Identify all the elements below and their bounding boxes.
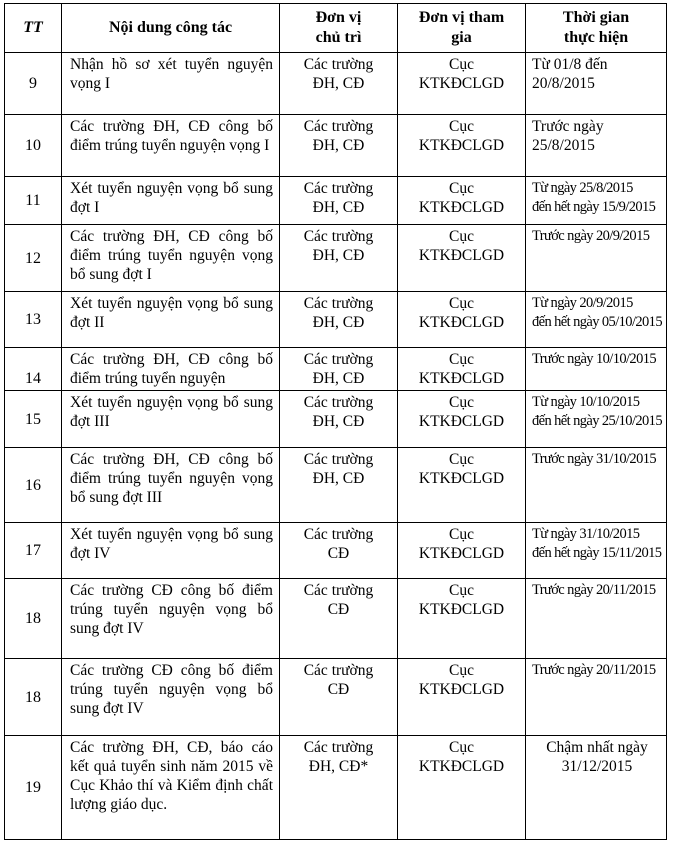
table-row bbox=[5, 579, 667, 659]
host-cell: Các trường ĐH, CĐ bbox=[280, 53, 398, 115]
host-cell: Các trường ĐH, CĐ bbox=[280, 177, 398, 225]
time-cell: Trước ngày 25/8/2015 bbox=[526, 115, 667, 177]
time-cell: Từ ngày 20/9/2015 đến hết ngày 05/10/2015 bbox=[526, 292, 667, 348]
task-cell: Xét tuyển nguyện vọng bổ sung đợt IV bbox=[62, 523, 280, 579]
task-cell: Xét tuyển nguyện vọng bổ sung đợt I bbox=[62, 177, 280, 225]
header-row bbox=[5, 4, 667, 53]
row-number: 13 bbox=[5, 292, 62, 348]
table-row bbox=[5, 659, 667, 736]
table-row bbox=[5, 225, 667, 292]
time-cell: Trước ngày 31/10/2015 bbox=[526, 448, 667, 523]
time-cell: Từ 01/8 đến 20/8/2015 bbox=[526, 53, 667, 115]
host-cell: Các trường CĐ bbox=[280, 579, 398, 659]
task-cell: Các trường CĐ công bố điểm trúng tuyển nguyện vọng bổ sung đợt IV bbox=[62, 579, 280, 659]
host-cell: Các trường ĐH, CĐ bbox=[280, 448, 398, 523]
table-row bbox=[5, 523, 667, 579]
host-cell: Các trường ĐH, CĐ* bbox=[280, 736, 398, 840]
participant-cell: Cục KTKĐCLGD bbox=[398, 659, 526, 736]
row-number: 18 bbox=[5, 579, 62, 659]
time-cell: Trước ngày 20/11/2015 bbox=[526, 579, 667, 659]
header-time: Thời gian thực hiện bbox=[526, 4, 667, 53]
time-cell: Trước ngày 20/11/2015 bbox=[526, 659, 667, 736]
participant-cell: Cục KTKĐCLGD bbox=[398, 348, 526, 391]
table-row bbox=[5, 391, 667, 448]
task-cell: Các trường CĐ công bố điểm trúng tuyển nguyện vọng bổ sung đợt IV bbox=[62, 659, 280, 736]
participant-cell: Cục KTKĐCLGD bbox=[398, 115, 526, 177]
time-cell: Từ ngày 31/10/2015 đến hết ngày 15/11/2015 bbox=[526, 523, 667, 579]
row-number: 10 bbox=[5, 115, 62, 177]
table-row bbox=[5, 177, 667, 225]
host-cell: Các trường ĐH, CĐ bbox=[280, 225, 398, 292]
task-cell: Các trường ĐH, CĐ công bố điểm trúng tuyển nguyện vọng bổ sung đợt III bbox=[62, 448, 280, 523]
table-row bbox=[5, 115, 667, 177]
host-cell: Các trường CĐ bbox=[280, 523, 398, 579]
row-number: 18 bbox=[5, 659, 62, 736]
participant-cell: Cục KTKĐCLGD bbox=[398, 225, 526, 292]
participant-cell: Cục KTKĐCLGD bbox=[398, 53, 526, 115]
row-number: 14 bbox=[5, 348, 62, 391]
time-cell: Trước ngày 10/10/2015 bbox=[526, 348, 667, 391]
time-cell: Chậm nhất ngày 31/12/2015 bbox=[526, 736, 667, 840]
participant-cell: Cục KTKĐCLGD bbox=[398, 391, 526, 448]
schedule-table bbox=[4, 3, 667, 840]
time-cell: Từ ngày 10/10/2015 đến hết ngày 25/10/2015 bbox=[526, 391, 667, 448]
header-participant: Đơn vị tham gia bbox=[398, 4, 526, 53]
time-cell: Trước ngày 20/9/2015 bbox=[526, 225, 667, 292]
header-tt: TT bbox=[5, 4, 62, 53]
task-cell: Xét tuyển nguyện vọng bổ sung đợt III bbox=[62, 391, 280, 448]
task-cell: Xét tuyển nguyện vọng bổ sung đợt II bbox=[62, 292, 280, 348]
host-cell: Các trường ĐH, CĐ bbox=[280, 115, 398, 177]
row-number: 12 bbox=[5, 225, 62, 292]
host-cell: Các trường ĐH, CĐ bbox=[280, 292, 398, 348]
host-cell: Các trường CĐ bbox=[280, 659, 398, 736]
header-host: Đơn vị chủ trì bbox=[280, 4, 398, 53]
task-cell: Các trường ĐH, CĐ, báo cáo kết quả tuyển sinh năm 2015 về Cục Khảo thí và Kiểm định chất lượng giáo dục. bbox=[62, 736, 280, 840]
table-row bbox=[5, 448, 667, 523]
row-number: 9 bbox=[5, 53, 62, 115]
row-number: 11 bbox=[5, 177, 62, 225]
participant-cell: Cục KTKĐCLGD bbox=[398, 292, 526, 348]
participant-cell: Cục KTKĐCLGD bbox=[398, 736, 526, 840]
task-cell: Các trường ĐH, CĐ công bố điểm trúng tuyển nguyện vọng I bbox=[62, 115, 280, 177]
table-row bbox=[5, 348, 667, 391]
participant-cell: Cục KTKĐCLGD bbox=[398, 448, 526, 523]
schedule-document bbox=[4, 3, 667, 840]
table-row bbox=[5, 53, 667, 115]
row-number: 19 bbox=[5, 736, 62, 840]
task-cell: Các trường ĐH, CĐ công bố điểm trúng tuyển nguyện vọng bổ sung đợt I bbox=[62, 225, 280, 292]
header-task: Nội dung công tác bbox=[62, 4, 280, 53]
host-cell: Các trường ĐH, CĐ bbox=[280, 391, 398, 448]
table-row bbox=[5, 292, 667, 348]
task-cell: Các trường ĐH, CĐ công bố điểm trúng tuyển nguyện bbox=[62, 348, 280, 391]
participant-cell: Cục KTKĐCLGD bbox=[398, 579, 526, 659]
participant-cell: Cục KTKĐCLGD bbox=[398, 523, 526, 579]
participant-cell: Cục KTKĐCLGD bbox=[398, 177, 526, 225]
row-number: 17 bbox=[5, 523, 62, 579]
task-cell: Nhận hồ sơ xét tuyển nguyện vọng I bbox=[62, 53, 280, 115]
row-number: 16 bbox=[5, 448, 62, 523]
table-row bbox=[5, 736, 667, 840]
time-cell: Từ ngày 25/8/2015 đến hết ngày 15/9/2015 bbox=[526, 177, 667, 225]
row-number: 15 bbox=[5, 391, 62, 448]
host-cell: Các trường ĐH, CĐ bbox=[280, 348, 398, 391]
